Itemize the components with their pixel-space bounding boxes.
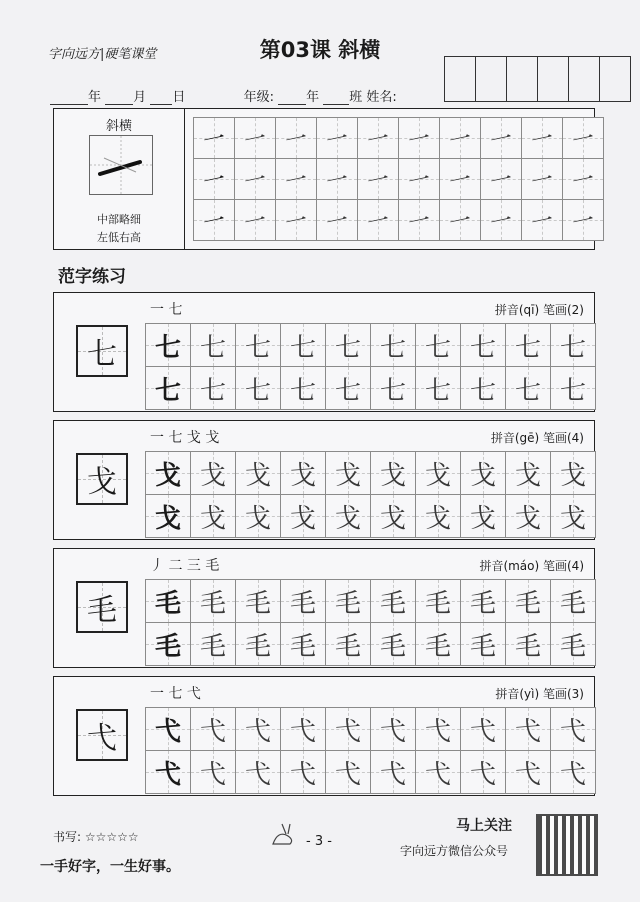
pinyin-strokes: 拼音(yì) 笔画(3) (495, 687, 584, 701)
practice-cell (439, 199, 481, 241)
practice-cell (280, 366, 326, 410)
practice-character: 毛 (334, 588, 361, 619)
practice-stroke: 一 (570, 125, 597, 155)
follow-label: 马上关注 (456, 818, 512, 834)
practice-stroke: 一 (365, 166, 392, 196)
practice-cell (193, 199, 235, 241)
practice-character: 七 (379, 375, 406, 406)
practice-cell (460, 323, 506, 367)
practice-cell (505, 323, 551, 367)
practice-cell (190, 323, 236, 367)
practice-stroke: 一 (242, 207, 269, 237)
practice-character: 弋 (199, 759, 226, 790)
practice-cell (415, 622, 461, 666)
stroke-order: 丿 二 三 毛 (150, 558, 220, 574)
practice-character: 毛 (379, 631, 406, 662)
practice-cell (280, 622, 326, 666)
practice-character: 七 (334, 332, 361, 363)
date-line (50, 86, 397, 105)
practice-cell (370, 451, 416, 495)
practice-character: 弋 (199, 716, 226, 747)
practice-cell (398, 117, 440, 159)
practice-character: 戈 (199, 503, 226, 534)
practice-character: 毛 (469, 588, 496, 619)
month-label: 月 (133, 90, 147, 105)
practice-cell (550, 323, 596, 367)
practice-character: 戈 (514, 460, 541, 491)
practice-cell (325, 622, 371, 666)
practice-cell (275, 117, 317, 159)
practice-stroke: 一 (488, 125, 515, 155)
practice-cell (370, 750, 416, 794)
practice-stroke: 一 (283, 125, 310, 155)
practice-character: 毛 (199, 631, 226, 662)
practice-cell (398, 158, 440, 200)
practice-cell (480, 117, 522, 159)
practice-cell (235, 451, 281, 495)
character-section (53, 420, 595, 540)
motto: 一手好字，一生好事。 (40, 859, 180, 875)
practice-cell (145, 622, 191, 666)
practice-cell (505, 750, 551, 794)
practice-cell (460, 366, 506, 410)
practice-cell (415, 750, 461, 794)
practice-stroke: 一 (488, 207, 515, 237)
practice-cell (370, 366, 416, 410)
class-year-label: 年 (306, 90, 320, 105)
practice-character: 七 (199, 332, 226, 363)
practice-character: 弋 (244, 716, 271, 747)
practice-character: 七 (424, 332, 451, 363)
practice-cell (550, 494, 596, 538)
practice-cell (325, 323, 371, 367)
practice-cell (316, 199, 358, 241)
practice-cell (562, 158, 604, 200)
practice-character: 戈 (469, 503, 496, 534)
practice-cell (460, 494, 506, 538)
rating: 书写: ☆☆☆☆☆ (53, 830, 139, 844)
practice-cell (415, 366, 461, 410)
practice-cell (280, 707, 326, 751)
practice-character: 七 (199, 375, 226, 406)
practice-character: 七 (244, 332, 271, 363)
practice-cell (234, 117, 276, 159)
practice-stroke: 一 (201, 125, 228, 155)
practice-character: 七 (424, 375, 451, 406)
practice-cell (190, 494, 236, 538)
practice-stroke: 一 (406, 125, 433, 155)
practice-cell (357, 117, 399, 159)
practice-character: 七 (244, 375, 271, 406)
practice-character: 毛 (289, 631, 316, 662)
year-label: 年 (88, 90, 102, 105)
practice-character: 毛 (514, 631, 541, 662)
practice-character: 七 (559, 375, 586, 406)
practice-stroke: 一 (283, 166, 310, 196)
practice-cell (439, 117, 481, 159)
practice-stroke: 一 (529, 166, 556, 196)
practice-stroke: 一 (365, 125, 392, 155)
name-grid (445, 56, 631, 102)
practice-cell (505, 707, 551, 751)
practice-character: 毛 (379, 588, 406, 619)
practice-character: 弋 (289, 716, 316, 747)
practice-character: 戈 (244, 503, 271, 534)
practice-character: 戈 (334, 503, 361, 534)
account-label: 字向远方微信公众号 (400, 844, 509, 858)
practice-stroke: 一 (406, 166, 433, 196)
practice-stroke: 一 (447, 166, 474, 196)
practice-cell (505, 622, 551, 666)
practice-character: 戈 (424, 460, 451, 491)
practice-cell (521, 199, 563, 241)
practice-character: 戈 (514, 503, 541, 534)
model-character: 弋 (76, 709, 128, 761)
stroke-panel (53, 108, 595, 250)
practice-character: 弋 (424, 716, 451, 747)
practice-cell (415, 579, 461, 623)
practice-cell (550, 451, 596, 495)
practice-character: 毛 (424, 588, 451, 619)
character-practice-grid (146, 579, 596, 666)
practice-character: 弋 (559, 759, 586, 790)
practice-cell (521, 117, 563, 159)
practice-cell (325, 451, 371, 495)
practice-character: 毛 (289, 588, 316, 619)
practice-cell (562, 199, 604, 241)
page-title: 第03课 斜横 (259, 38, 381, 62)
pinyin-strokes: 拼音(qī) 笔画(2) (494, 303, 584, 317)
practice-cell (325, 366, 371, 410)
practice-cell (505, 366, 551, 410)
stroke-order: 一 七 (150, 302, 183, 318)
practice-cell (480, 158, 522, 200)
practice-cell (235, 323, 281, 367)
practice-character: 七 (289, 375, 316, 406)
practice-character: 毛 (154, 588, 181, 619)
practice-stroke: 一 (365, 207, 392, 237)
practice-cell (370, 323, 416, 367)
practice-stroke: 一 (242, 125, 269, 155)
practice-cell (460, 451, 506, 495)
practice-character: 弋 (244, 759, 271, 790)
practice-cell (280, 579, 326, 623)
practice-stroke: 一 (324, 125, 351, 155)
practice-stroke: 一 (529, 125, 556, 155)
character-section (53, 676, 595, 796)
practice-cell (190, 366, 236, 410)
practice-cell (415, 494, 461, 538)
practice-cell (550, 707, 596, 751)
stroke-order: 一 七 戈 戈 (150, 430, 220, 446)
practice-cell (234, 158, 276, 200)
practice-character: 弋 (154, 716, 181, 747)
practice-character: 戈 (379, 460, 406, 491)
stroke-diagram (89, 135, 153, 195)
slant-stroke-icon (90, 136, 152, 194)
model-character: 七 (76, 325, 128, 377)
practice-character: 弋 (514, 716, 541, 747)
practice-cell (370, 707, 416, 751)
practice-character: 戈 (334, 460, 361, 491)
practice-cell (505, 494, 551, 538)
practice-character: 弋 (469, 759, 496, 790)
practice-character: 毛 (154, 631, 181, 662)
practice-character: 七 (469, 375, 496, 406)
practice-cell (275, 199, 317, 241)
practice-stroke: 一 (570, 207, 597, 237)
practice-character: 戈 (289, 503, 316, 534)
practice-cell (280, 494, 326, 538)
stroke-practice-grid (194, 117, 604, 241)
practice-cell (193, 158, 235, 200)
practice-cell (357, 158, 399, 200)
practice-character: 弋 (334, 759, 361, 790)
practice-cell (415, 707, 461, 751)
practice-cell (550, 750, 596, 794)
practice-character: 毛 (424, 631, 451, 662)
practice-cell (325, 750, 371, 794)
practice-cell (415, 451, 461, 495)
practice-stroke: 一 (201, 166, 228, 196)
stroke-title: 斜横 (105, 119, 132, 134)
stroke-note-1: 中部略细 (97, 213, 141, 226)
practice-cell (235, 707, 281, 751)
practice-cell (190, 579, 236, 623)
model-character: 毛 (76, 581, 128, 633)
practice-cell (460, 707, 506, 751)
practice-cell (550, 622, 596, 666)
practice-cell (145, 707, 191, 751)
practice-character: 七 (514, 332, 541, 363)
practice-cell (235, 622, 281, 666)
practice-character: 弋 (469, 716, 496, 747)
practice-cell (275, 158, 317, 200)
pinyin-strokes: 拼音(máo) 笔画(4) (479, 559, 584, 573)
practice-cell (145, 366, 191, 410)
practice-cell (415, 323, 461, 367)
practice-character: 戈 (154, 503, 181, 534)
practice-character: 戈 (244, 460, 271, 491)
practice-character: 七 (334, 375, 361, 406)
character-practice-grid (146, 323, 596, 410)
practice-stroke: 一 (242, 166, 269, 196)
practice-cell (280, 750, 326, 794)
practice-character: 弋 (559, 716, 586, 747)
practice-character: 七 (154, 332, 181, 363)
practice-character: 戈 (199, 460, 226, 491)
practice-stroke: 一 (324, 207, 351, 237)
section-title: 范字练习 (58, 267, 126, 287)
practice-cell (325, 494, 371, 538)
practice-cell (439, 158, 481, 200)
practice-cell (235, 366, 281, 410)
practice-character: 戈 (154, 460, 181, 491)
practice-cell (190, 750, 236, 794)
practice-cell (370, 494, 416, 538)
practice-cell (480, 199, 522, 241)
practice-cell (398, 199, 440, 241)
practice-cell (190, 707, 236, 751)
practice-cell (562, 117, 604, 159)
practice-cell (145, 323, 191, 367)
pinyin-strokes: 拼音(gē) 笔画(4) (490, 431, 584, 445)
grade-label: 年级: (243, 90, 274, 105)
practice-character: 七 (469, 332, 496, 363)
character-practice-grid (146, 451, 596, 538)
practice-character: 毛 (514, 588, 541, 619)
logo: 字向远方|硬笔课堂 (48, 47, 157, 62)
practice-stroke: 一 (570, 166, 597, 196)
qr-code-icon (536, 814, 598, 876)
practice-cell (234, 199, 276, 241)
character-section (53, 548, 595, 668)
practice-stroke: 一 (488, 166, 515, 196)
practice-character: 七 (514, 375, 541, 406)
stroke-demo (54, 109, 185, 249)
practice-cell (235, 750, 281, 794)
practice-cell (460, 622, 506, 666)
practice-character: 戈 (469, 460, 496, 491)
day-label: 日 (172, 90, 186, 105)
practice-cell (235, 579, 281, 623)
practice-character: 毛 (244, 588, 271, 619)
practice-cell (235, 494, 281, 538)
practice-cell (550, 579, 596, 623)
practice-character: 七 (559, 332, 586, 363)
practice-cell (460, 750, 506, 794)
class-name-label: 班 姓名: (349, 90, 397, 105)
practice-stroke: 一 (283, 207, 310, 237)
practice-character: 七 (154, 375, 181, 406)
practice-character: 戈 (289, 460, 316, 491)
practice-cell (325, 579, 371, 623)
practice-stroke: 一 (447, 207, 474, 237)
practice-cell (325, 707, 371, 751)
practice-character: 毛 (469, 631, 496, 662)
practice-character: 戈 (559, 460, 586, 491)
practice-character: 毛 (559, 588, 586, 619)
practice-character: 弋 (379, 716, 406, 747)
practice-cell (505, 451, 551, 495)
practice-cell (370, 622, 416, 666)
practice-stroke: 一 (324, 166, 351, 196)
practice-cell (357, 199, 399, 241)
practice-cell (505, 579, 551, 623)
practice-character: 戈 (559, 503, 586, 534)
practice-cell (521, 158, 563, 200)
practice-stroke: 一 (406, 207, 433, 237)
practice-stroke: 一 (201, 207, 228, 237)
stroke-order: 一 七 弋 (150, 686, 201, 702)
practice-cell (193, 117, 235, 159)
practice-character: 毛 (244, 631, 271, 662)
practice-cell (145, 579, 191, 623)
practice-cell (145, 494, 191, 538)
practice-character: 弋 (379, 759, 406, 790)
model-character: 戈 (76, 453, 128, 505)
character-practice-grid (146, 707, 596, 794)
practice-stroke: 一 (529, 207, 556, 237)
practice-cell (280, 451, 326, 495)
practice-character: 弋 (334, 716, 361, 747)
practice-cell (370, 579, 416, 623)
practice-character: 弋 (514, 759, 541, 790)
practice-cell (190, 451, 236, 495)
practice-character: 毛 (334, 631, 361, 662)
stroke-note-2: 左低右高 (97, 231, 141, 244)
page-number: - 3 - (306, 834, 332, 849)
practice-character: 戈 (424, 503, 451, 534)
practice-character: 戈 (379, 503, 406, 534)
practice-cell (190, 622, 236, 666)
practice-stroke: 一 (447, 125, 474, 155)
practice-cell (316, 158, 358, 200)
character-section (53, 292, 595, 412)
practice-character: 毛 (199, 588, 226, 619)
practice-cell (280, 323, 326, 367)
practice-cell (145, 750, 191, 794)
practice-character: 七 (379, 332, 406, 363)
practice-character: 弋 (289, 759, 316, 790)
practice-cell (316, 117, 358, 159)
practice-character: 弋 (154, 759, 181, 790)
practice-character: 弋 (424, 759, 451, 790)
practice-cell (550, 366, 596, 410)
practice-cell (460, 579, 506, 623)
practice-cell (145, 451, 191, 495)
practice-character: 七 (289, 332, 316, 363)
practice-character: 毛 (559, 631, 586, 662)
rabbit-icon (268, 822, 298, 852)
